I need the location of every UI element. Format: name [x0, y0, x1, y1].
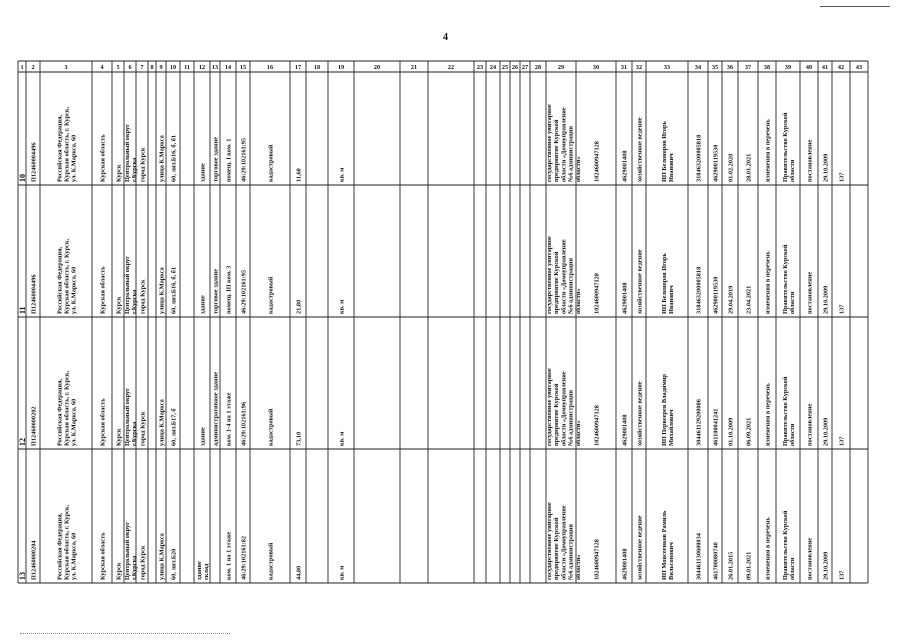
cell-text-col-4: Курская область: [99, 398, 107, 446]
column-header-number: 7: [140, 64, 144, 71]
cell-text-col-14: помещ. III ком. 3: [225, 265, 233, 314]
column-header-number: 27: [521, 64, 529, 71]
record-row-number: 12: [18, 438, 27, 446]
cell-text-col-34: 304461130600034: [695, 533, 703, 580]
cell-text-col-39: области: [789, 423, 797, 446]
column-header-number: 17: [294, 64, 302, 71]
column-header-number: 19: [337, 64, 345, 71]
column-header-number: 25: [501, 64, 509, 71]
cell-text-col-12: склад: [203, 563, 211, 580]
cell-text-col-32: хозяйственное ведение: [636, 117, 644, 182]
cell-text-col-14: ком. 1 на 1 этаже: [225, 531, 233, 580]
column-header-number: 12: [198, 64, 206, 71]
column-header-number: 18: [313, 64, 321, 71]
cell-text-col-29: предприятие Курской: [553, 119, 561, 182]
cell-text-col-36: 26.01.2015: [727, 551, 735, 580]
cell-text-col-29: области»: [574, 288, 582, 314]
column-header-number: 40: [805, 64, 813, 71]
cell-text-col-39: Правительство Курской: [781, 112, 789, 182]
cell-text-col-6: Центральный округ: [124, 123, 131, 182]
cell-text-col-39: области: [789, 291, 797, 314]
cell-text-col-39: области: [789, 159, 797, 182]
cell-text-col-31: 4629001408: [621, 150, 629, 182]
cell-text-col-14: помещ. I ком. 1: [225, 138, 233, 182]
cell-text-col-16: кадастровый: [267, 276, 275, 314]
cell-text-col-6: г.Курска: [131, 421, 139, 446]
cell-text-col-5: Курск: [115, 428, 123, 446]
cell-text-col-3: ул. К.Маркса, 60: [70, 532, 78, 580]
cell-text-col-15: 46:29:102161:96: [240, 401, 248, 446]
cell-text-col-33: ИП Моисеенков Рамиль: [660, 510, 668, 580]
column-header-number: 43: [855, 64, 863, 71]
cell-text-col-9: улица К.Маркса: [158, 533, 166, 580]
record-row-number: 11: [18, 306, 27, 314]
record-row-number: 13: [18, 572, 27, 580]
cell-text-col-15: 46:29:102161:95: [240, 137, 248, 182]
column-header-number: 30: [592, 64, 600, 71]
cell-text-col-6: г.Курска: [131, 555, 139, 580]
cell-text-col-37: 23.04.2021: [745, 285, 753, 314]
cell-text-col-14: ком. 1-4 на 1 этаже: [225, 392, 233, 446]
cell-text-col-40: постановление: [806, 139, 814, 182]
cell-text-col-3: Курская область, г. Курск,: [63, 370, 71, 446]
cell-text-col-6: г.Курска: [131, 289, 139, 314]
column-header-number: 22: [447, 64, 455, 71]
cell-text-col-3: Курская область, г. Курск,: [63, 238, 71, 314]
cell-text-col-42: 137: [838, 436, 846, 446]
cell-text-col-3: Российская Федерация,: [56, 246, 64, 314]
cell-text-col-33: Вильсонович: [668, 542, 676, 580]
cell-text-col-30: 1024600947128: [593, 539, 601, 580]
cell-text-col-35: 462900119530: [712, 144, 720, 182]
column-header-number: 28: [534, 64, 542, 71]
cell-text-col-33: Михайлович: [668, 409, 676, 446]
cell-text-col-39: Правительство Курской: [781, 510, 789, 580]
cell-text-col-17: 11,60: [295, 168, 303, 182]
column-header-number: 34: [694, 64, 702, 71]
cell-text-col-10: 60, лит.Б17, б: [170, 408, 178, 446]
cell-text-col-19: кв. м: [338, 431, 346, 446]
cell-text-col-29: предприятие Курской: [553, 251, 561, 314]
page-number: 4: [443, 32, 448, 43]
cell-text-col-2: П12460000202: [30, 406, 38, 446]
cell-text-col-29: области «Домоуправление: [560, 239, 568, 314]
column-header-number: 41: [821, 64, 829, 71]
column-header-number: 16: [266, 64, 274, 71]
cell-text-col-31: 4629001408: [621, 414, 629, 446]
column-header-number: 21: [410, 64, 418, 71]
cell-text-col-29: №6 администрации: [567, 523, 575, 580]
cell-text-col-10: 60, лит.Б20: [170, 548, 178, 580]
cell-text-col-38: изменения в перечень: [764, 517, 772, 580]
cell-text-col-29: области «Домоуправление: [560, 107, 568, 182]
cell-text-col-41: 29.10.2009: [822, 285, 830, 314]
cell-text-col-36: 01.10.2009: [727, 417, 735, 446]
cell-text-col-34: 318463200005818: [695, 266, 703, 314]
column-header-number: 31: [620, 64, 628, 71]
column-header-number: 36: [726, 64, 734, 71]
cell-text-col-3: Курская область, г. Курск,: [63, 504, 71, 580]
cell-text-col-15: 46:29:102161:82: [240, 535, 248, 580]
cell-text-col-12: здание: [199, 163, 207, 182]
cell-text-col-10: 60, лит.Б16, б, б1: [170, 134, 178, 182]
cell-text-col-32: хозяйственное ведение: [636, 515, 644, 580]
cell-text-col-15: 46:29:102161:95: [240, 269, 248, 314]
cell-text-col-38: изменения в перечень: [764, 251, 772, 314]
cell-text-col-5: Курск: [115, 562, 123, 580]
cell-text-col-29: предприятие Курской: [553, 383, 561, 446]
cell-text-col-9: улица К.Маркса: [158, 399, 166, 446]
column-header-number: 33: [663, 64, 671, 71]
record-row-number: 10: [18, 174, 27, 182]
cell-text-col-38: изменения в перечень: [764, 119, 772, 182]
column-header-number: 5: [116, 64, 120, 71]
cell-text-col-6: г.Курска: [131, 157, 139, 182]
cell-text-col-12: здание: [199, 295, 207, 314]
cell-text-col-32: хозяйственное ведение: [636, 381, 644, 446]
cell-text-col-39: Правительство Курской: [781, 244, 789, 314]
cell-text-col-4: Курская область: [99, 266, 107, 314]
cell-text-col-35: 461700080740: [712, 542, 720, 580]
cell-text-col-29: №6 администрации: [567, 257, 575, 314]
column-header-number: 15: [239, 64, 247, 71]
cell-text-col-7: город Курск: [139, 279, 147, 314]
cell-text-col-7: город Курск: [139, 411, 147, 446]
cell-text-col-33: ИП Белоноров Игорь: [660, 253, 668, 314]
cell-text-col-40: постановление: [806, 271, 814, 314]
column-header-number: 8: [150, 64, 154, 71]
column-header-number: 9: [159, 64, 163, 71]
cell-text-col-34: 318463200005818: [695, 134, 703, 182]
column-header-number: 10: [169, 64, 177, 71]
cell-text-col-29: государственное унитарное: [546, 236, 553, 314]
cell-text-col-3: Курская область, г. Курск,: [63, 106, 71, 182]
cell-text-col-29: области»: [574, 554, 582, 580]
cell-text-col-30: 1024600947128: [593, 273, 601, 314]
column-header-number: 29: [557, 64, 565, 71]
cell-text-col-5: Курск: [115, 296, 123, 314]
column-header-number: 3: [64, 64, 68, 71]
column-header-number: 38: [763, 64, 771, 71]
column-header-number: 39: [784, 64, 792, 71]
cell-text-col-29: №6 администрации: [567, 125, 575, 182]
cell-text-col-29: области «Домоуправление: [560, 371, 568, 446]
cell-text-col-12: здание: [199, 427, 207, 446]
cell-text-col-3: ул. К.Маркса, 60: [70, 134, 78, 182]
cell-text-col-7: город Курск: [139, 545, 147, 580]
cell-text-col-40: постановление: [806, 403, 814, 446]
column-header-number: 26: [511, 64, 519, 71]
column-header-number: 11: [184, 64, 190, 71]
cell-text-col-29: области «Домоуправление: [560, 505, 568, 580]
cell-text-col-6: Центральный округ: [124, 255, 131, 314]
cell-text-col-35: 461100041241: [712, 408, 720, 446]
cell-text-col-31: 4629001408: [621, 548, 629, 580]
cell-text-col-33: ИП Первеерев Владимир: [660, 374, 668, 446]
cell-text-col-17: 21,80: [295, 299, 303, 314]
cell-text-col-41: 29.10.2009: [822, 417, 830, 446]
cell-text-col-38: изменения в перечень: [764, 383, 772, 446]
cell-text-col-2: П12460000204: [30, 540, 38, 580]
cell-text-col-40: постановление: [806, 537, 814, 580]
cell-text-col-3: Российская Федерация,: [56, 378, 64, 446]
cell-text-col-3: ул. К.Маркса, 60: [70, 398, 78, 446]
cell-text-col-7: город Курск: [139, 147, 147, 182]
column-header-number: 13: [211, 64, 219, 71]
column-header-number: 1: [20, 64, 24, 71]
column-header-number: 24: [489, 64, 497, 71]
cell-text-col-29: государственное унитарное: [546, 502, 553, 580]
cell-text-col-13: административное здание: [212, 371, 220, 446]
cell-text-col-29: государственное унитарное: [546, 368, 553, 446]
column-header-number: 37: [744, 64, 752, 71]
cell-text-col-9: улица К.Маркса: [158, 135, 166, 182]
column-header-number: 2: [31, 64, 35, 71]
cell-text-col-5: Курск: [115, 164, 123, 182]
cell-text-col-2: П12460004496: [30, 142, 38, 182]
column-header-number: 6: [128, 64, 132, 71]
cell-text-col-3: Российская Федерация,: [56, 114, 64, 182]
cell-text-col-12: здание: [195, 561, 203, 580]
cell-text-col-37: 28.01.2021: [745, 153, 753, 182]
cell-text-col-4: Курская область: [99, 134, 107, 182]
column-header-number: 23: [476, 64, 484, 71]
cell-text-col-16: кадастровый: [267, 542, 275, 580]
column-header-number: 32: [635, 64, 643, 71]
cell-text-col-29: области»: [574, 156, 582, 182]
cell-text-col-42: 137: [838, 172, 846, 182]
cell-text-col-41: 29.10.2009: [822, 153, 830, 182]
cell-text-col-42: 137: [838, 304, 846, 314]
cell-text-col-13: торговое здание: [212, 268, 220, 314]
cell-text-col-19: кв. м: [338, 167, 346, 182]
cell-text-col-31: 4629001408: [621, 282, 629, 314]
cell-text-col-2: П12460004496: [30, 274, 38, 314]
column-header-number: 20: [373, 64, 381, 71]
cell-text-col-37: 09.01.2021: [745, 551, 753, 580]
cell-text-col-4: Курская область: [99, 532, 107, 580]
cell-text-col-39: Правительство Курской: [781, 376, 789, 446]
cell-text-col-29: государственное унитарное: [546, 104, 553, 182]
cell-text-col-36: 01.02.2020: [727, 153, 735, 182]
cell-text-col-10: 60, лит.Б16, б, б1: [170, 266, 178, 314]
cell-text-col-32: хозяйственное ведение: [636, 249, 644, 314]
cell-text-col-16: кадастровый: [267, 408, 275, 446]
cell-text-col-16: кадастровый: [267, 144, 275, 182]
cell-text-col-41: 29.10.2009: [822, 551, 830, 580]
cell-text-col-19: кв. м: [338, 299, 346, 314]
cell-text-col-19: кв. м: [338, 565, 346, 580]
cell-text-col-35: 462900119530: [712, 276, 720, 314]
cell-text-col-9: улица К.Маркса: [158, 267, 166, 314]
cell-text-col-29: области»: [574, 420, 582, 446]
cell-text-col-33: Иванович: [668, 153, 676, 182]
cell-text-col-30: 1024600947128: [593, 141, 601, 182]
cell-text-col-36: 29.04.2019: [727, 285, 735, 314]
cell-text-col-6: Центральный округ: [124, 521, 131, 580]
cell-text-col-33: Иванович: [668, 285, 676, 314]
cell-text-col-17: 44,80: [295, 565, 303, 580]
cell-text-col-29: №6 администрации: [567, 389, 575, 446]
cell-text-col-3: ул. К.Маркса, 60: [70, 266, 78, 314]
cell-text-col-33: ИП Белоноров Игорь: [660, 121, 668, 182]
cell-text-col-3: Российская Федерация,: [56, 512, 64, 580]
column-header-number: 42: [837, 64, 845, 71]
column-header-number: 4: [100, 64, 104, 71]
column-header-number: 14: [224, 64, 232, 71]
column-header-number: 35: [711, 64, 719, 71]
cell-text-col-37: 06.09.2021: [745, 417, 753, 446]
cell-text-col-29: предприятие Курской: [553, 517, 561, 580]
cell-text-col-42: 137: [838, 570, 846, 580]
cell-text-col-17: 73,10: [295, 431, 303, 446]
cell-text-col-30: 1024600947128: [593, 405, 601, 446]
cell-text-col-34: 304461129200086: [695, 399, 703, 446]
cell-text-col-6: Центральный округ: [124, 387, 131, 446]
cell-text-col-39: области: [789, 557, 797, 580]
cell-text-col-13: торговое здание: [212, 136, 220, 182]
